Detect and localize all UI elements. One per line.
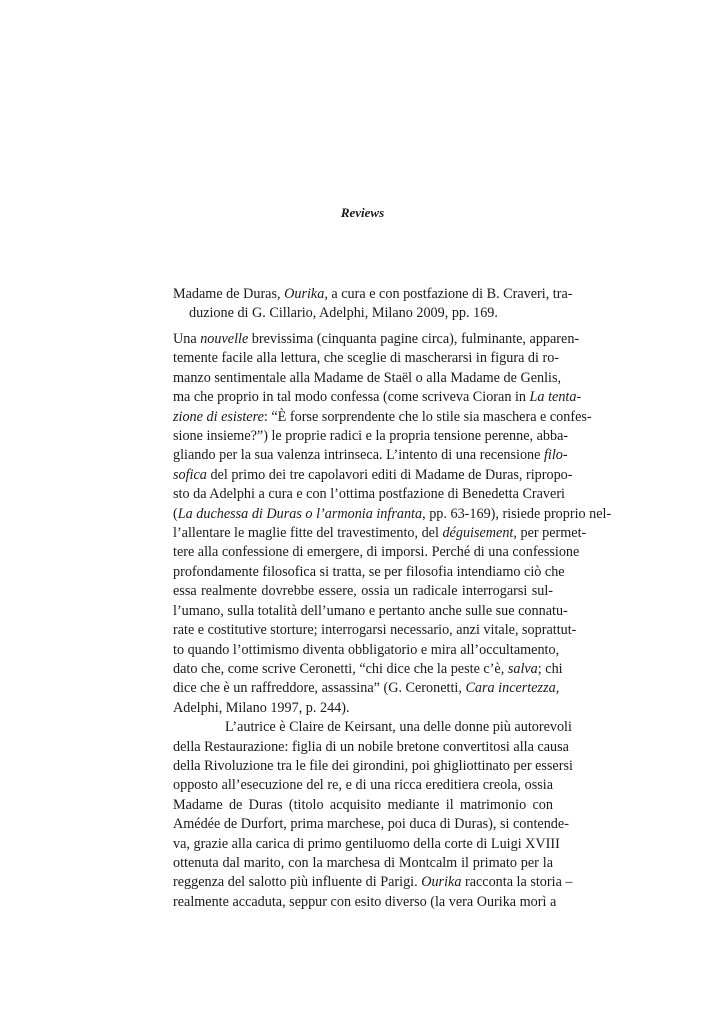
text-line <box>173 349 560 368</box>
text-segment: reggenza del salotto più influente di Parigi. <box>173 874 422 891</box>
text-segment: sione insieme?”) le proprie radici e la propria tensione perenne, abba- <box>173 428 569 445</box>
text-line <box>173 796 553 815</box>
text-segment: del primo dei tre capolavori editi di Madame de Duras, ripropo- <box>206 466 573 483</box>
text-line <box>173 369 562 388</box>
text-line <box>173 718 572 737</box>
text-segment: opposto all’esecuzione del re, e di una ricca ereditiera creola, ossia <box>173 777 553 794</box>
text-segment: l’umano, sulla totalità dell’umano e pertanto anche sulle sue connatu- <box>173 602 568 619</box>
text-segment: essa realmente dovrebbe essere, ossia un radicale interrogarsi sul- <box>173 583 553 600</box>
text-segment: profondamente filosofica si tratta, se per filosofia intendiamo ciò che <box>173 563 565 580</box>
italic-text: zione di esistere <box>173 408 264 425</box>
italic-text: La duchessa di Duras o l’armonia infranta <box>177 505 423 522</box>
text-line <box>173 679 560 698</box>
text-segment: realmente accaduta, seppur con esito diverso (la vera Ourika morì a <box>173 893 557 910</box>
text-segment: Una <box>173 331 201 347</box>
citation-line-2: duzione di G. Cillario, Adelphi, Milano 2009, pp. 169. <box>189 305 498 322</box>
text-segment: sto da Adelphi a cura e con l’ottima postfazione di Benedetta Craveri <box>173 486 565 503</box>
citation-title: Ourika <box>284 286 325 302</box>
text-segment: dato che, come scrive Ceronetti, “chi dice che la peste c’è, <box>173 660 508 677</box>
text-line <box>173 815 569 834</box>
text-segment: gliando per la sua valenza intrinseca. L’intento di una recensione <box>173 447 544 464</box>
text-line <box>173 738 569 757</box>
text-line <box>173 602 568 621</box>
text-segment: : “È forse sorprendente che lo stile sia maschera e confes- <box>263 408 592 425</box>
text-segment: della Restaurazione: figlia di un nobile bretone convertitosi alla causa <box>173 738 569 755</box>
text-line <box>173 854 553 873</box>
text-segment: , pp. 63-169), risiede proprio nel- <box>422 505 612 522</box>
text-line <box>173 505 612 524</box>
book-citation <box>173 285 573 324</box>
paragraph-2 <box>173 718 573 912</box>
text-segment: Amédée de Durfort, prima marchese, poi duca di Duras), si contende- <box>173 816 569 833</box>
text-line <box>173 388 582 407</box>
text-line <box>173 446 568 465</box>
text-line <box>173 893 557 912</box>
text-segment: ottenuta dal marito, con la marchesa di Montcalm il primato per la <box>173 854 553 871</box>
paragraph-1 <box>173 330 612 718</box>
text-segment: ; chi <box>537 660 563 677</box>
italic-text: filo- <box>543 447 568 464</box>
text-segment: ( <box>173 505 178 522</box>
text-line <box>173 485 565 504</box>
text-segment: tere alla confessione di emergere, di imporsi. Perché di una confessione <box>173 544 580 561</box>
italic-text: nouvelle <box>200 331 249 347</box>
text-segment: l’allentare le maglie fitte del travestimento, del <box>173 525 443 542</box>
text-segment: rate e costitutive storture; interrogarsi necessario, anzi vitale, soprattut- <box>173 622 577 639</box>
text-line <box>173 563 565 582</box>
text-line <box>173 776 553 795</box>
text-segment: temente facile alla lettura, che sceglie di mascherarsi in figura di ro- <box>173 350 560 367</box>
text-line <box>173 543 580 562</box>
text-segment: to quando l’ottimismo diventa obbligatorio e mira all’occultamento, <box>173 641 560 658</box>
text-line <box>173 408 592 427</box>
text-segment: Madame de Duras (titolo acquisito mediante il matrimonio con <box>173 796 553 813</box>
text-line <box>173 524 587 543</box>
text-segment: racconta la storia – <box>461 874 573 891</box>
text-line <box>173 621 577 640</box>
text-line <box>173 660 563 679</box>
citation-line-1 <box>173 285 573 304</box>
text-segment: L’autrice è Claire de Keirsant, una delle donne più autorevoli <box>225 719 572 736</box>
review-body <box>173 330 612 912</box>
italic-text: salva <box>507 660 538 677</box>
text-segment: della Rivoluzione tra le file dei girondini, poi ghigliottinato per essersi <box>173 757 573 774</box>
text-line <box>173 699 553 718</box>
text-line <box>173 330 580 349</box>
text-segment: dice che è un raffreddore, assassina” (G. Ceronetti, <box>173 680 466 697</box>
text-line <box>173 582 553 601</box>
text-segment: ma che proprio in tal modo confessa (come scriveva Cioran in <box>173 389 530 406</box>
italic-text: Cara incertezza <box>465 680 556 697</box>
text-segment: va, grazie alla carica di primo gentiluomo della corte di Luigi XVIII <box>173 835 560 852</box>
italic-text: La tenta- <box>529 389 582 406</box>
running-head: Reviews <box>340 205 385 220</box>
text-line <box>173 466 573 485</box>
text-segment: brevissima (cinquanta pagine circa), fulminante, apparen- <box>248 331 580 347</box>
text-segment: , <box>555 680 560 697</box>
text-line <box>173 427 569 446</box>
citation-details: , a cura e con postfazione di B. Craveri, tra- <box>324 286 573 302</box>
text-segment: Adelphi, Milano 1997, p. 244). <box>173 699 350 716</box>
text-line <box>173 835 560 854</box>
text-line <box>173 757 573 776</box>
italic-text: sofica <box>173 466 207 483</box>
text-segment: manzo sentimentale alla Madame de Staël o alla Madame de Genlis, <box>173 369 562 386</box>
text-line <box>173 873 573 892</box>
italic-text: Ourika <box>421 874 462 891</box>
citation-author: Madame de Duras, <box>173 286 285 302</box>
italic-text: déguisement <box>442 525 514 542</box>
text-line <box>173 641 560 660</box>
text-segment: , per permet- <box>513 525 587 542</box>
